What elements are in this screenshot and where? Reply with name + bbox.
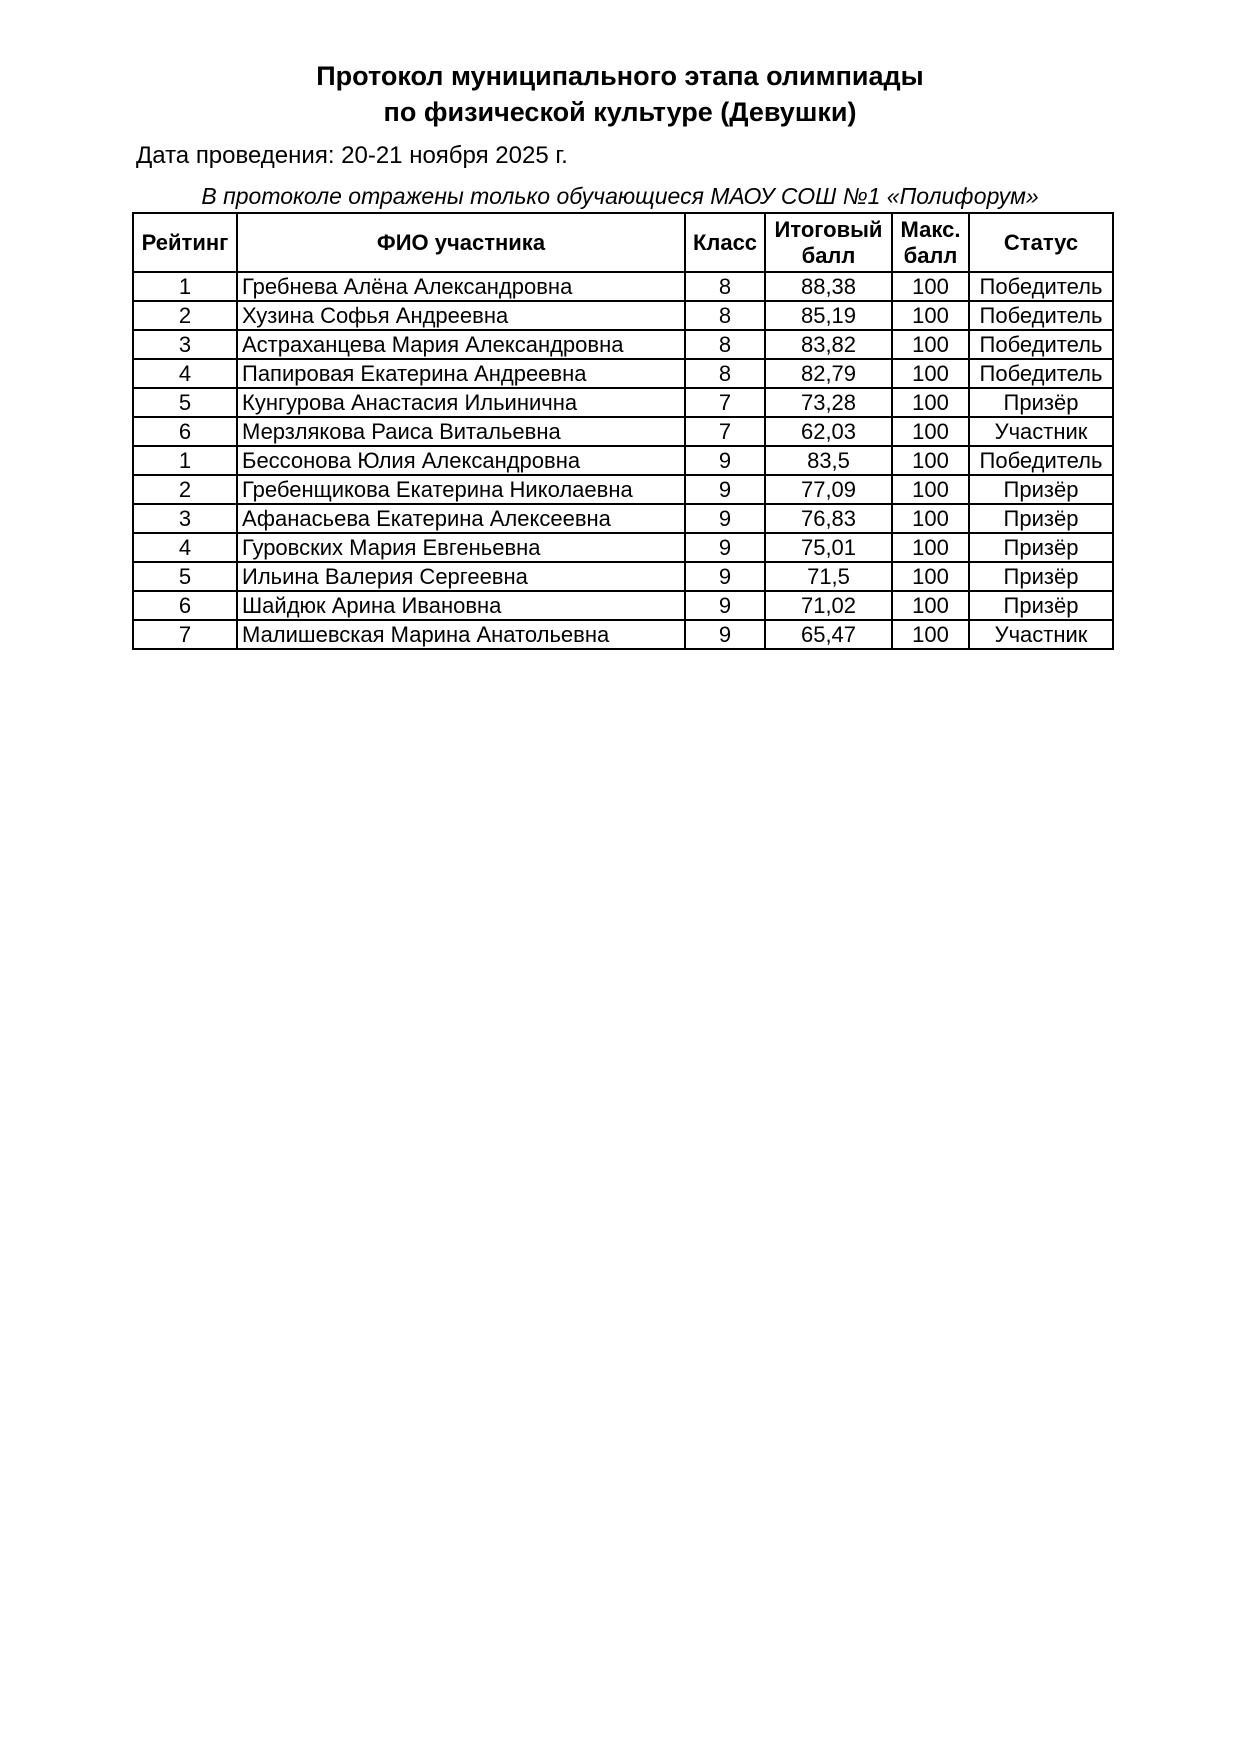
cell-score: 83,82 (765, 330, 892, 359)
cell-grade: 7 (685, 388, 765, 417)
cell-rank: 5 (133, 388, 237, 417)
document-title (0, 58, 1240, 130)
cell-score: 88,38 (765, 272, 892, 301)
header-status: Статус (969, 213, 1113, 272)
title-line-1: Протокол муниципального этапа олимпиады (316, 61, 924, 91)
cell-rank: 6 (133, 591, 237, 620)
cell-status: Победитель (969, 272, 1113, 301)
cell-score: 73,28 (765, 388, 892, 417)
cell-max: 100 (892, 620, 969, 649)
cell-rank: 2 (133, 475, 237, 504)
cell-rank: 3 (133, 504, 237, 533)
cell-status: Победитель (969, 446, 1113, 475)
cell-grade: 9 (685, 620, 765, 649)
cell-score: 76,83 (765, 504, 892, 533)
cell-score: 65,47 (765, 620, 892, 649)
cell-score: 85,19 (765, 301, 892, 330)
table-row (133, 475, 1113, 504)
table-row (133, 620, 1113, 649)
cell-rank: 4 (133, 359, 237, 388)
cell-max: 100 (892, 301, 969, 330)
cell-status: Призёр (969, 591, 1113, 620)
table-row (133, 446, 1113, 475)
cell-grade: 8 (685, 301, 765, 330)
table-header-row (133, 213, 1113, 272)
cell-name: Афанасьева Екатерина Алексеевна (237, 504, 685, 533)
table-row (133, 330, 1113, 359)
table-row (133, 417, 1113, 446)
header-max-line-1: Макс. (900, 216, 961, 242)
cell-status: Призёр (969, 504, 1113, 533)
header-max-line-2: балл (903, 242, 958, 268)
header-max (892, 213, 969, 272)
cell-rank: 1 (133, 272, 237, 301)
cell-name: Шайдюк Арина Ивановна (237, 591, 685, 620)
cell-grade: 8 (685, 272, 765, 301)
cell-score: 83,5 (765, 446, 892, 475)
cell-score: 71,5 (765, 562, 892, 591)
cell-score: 82,79 (765, 359, 892, 388)
cell-max: 100 (892, 359, 969, 388)
cell-grade: 9 (685, 446, 765, 475)
cell-score: 75,01 (765, 533, 892, 562)
table-row (133, 359, 1113, 388)
header-name: ФИО участника (237, 213, 685, 272)
cell-max: 100 (892, 504, 969, 533)
cell-name: Гребенщикова Екатерина Николаевна (237, 475, 685, 504)
cell-status: Призёр (969, 562, 1113, 591)
cell-name: Мерзлякова Раиса Витальевна (237, 417, 685, 446)
cell-grade: 9 (685, 475, 765, 504)
cell-name: Гребнева Алёна Александровна (237, 272, 685, 301)
cell-max: 100 (892, 562, 969, 591)
cell-grade: 9 (685, 533, 765, 562)
header-rank: Рейтинг (133, 213, 237, 272)
cell-name: Папировая Екатерина Андреевна (237, 359, 685, 388)
cell-score: 77,09 (765, 475, 892, 504)
header-score-line-1: Итоговый (774, 216, 883, 242)
cell-grade: 8 (685, 359, 765, 388)
cell-grade: 8 (685, 330, 765, 359)
cell-rank: 7 (133, 620, 237, 649)
table-row (133, 272, 1113, 301)
cell-rank: 6 (133, 417, 237, 446)
cell-name: Гуровских Мария Евгеньевна (237, 533, 685, 562)
cell-status: Призёр (969, 533, 1113, 562)
results-table (132, 212, 1114, 650)
table-row (133, 504, 1113, 533)
cell-max: 100 (892, 591, 969, 620)
cell-rank: 3 (133, 330, 237, 359)
cell-status: Призёр (969, 475, 1113, 504)
cell-grade: 9 (685, 562, 765, 591)
cell-rank: 5 (133, 562, 237, 591)
cell-score: 71,02 (765, 591, 892, 620)
title-line-2: по физической культуре (Девушки) (383, 97, 857, 127)
cell-max: 100 (892, 388, 969, 417)
cell-grade: 9 (685, 591, 765, 620)
table-row (133, 301, 1113, 330)
cell-status: Победитель (969, 330, 1113, 359)
cell-status: Победитель (969, 301, 1113, 330)
table-row (133, 591, 1113, 620)
cell-status: Призёр (969, 388, 1113, 417)
table-row (133, 388, 1113, 417)
cell-name: Малишевская Марина Анатольевна (237, 620, 685, 649)
cell-status: Победитель (969, 359, 1113, 388)
table-row (133, 562, 1113, 591)
cell-max: 100 (892, 475, 969, 504)
cell-grade: 9 (685, 504, 765, 533)
cell-rank: 1 (133, 446, 237, 475)
cell-name: Кунгурова Анастасия Ильинична (237, 388, 685, 417)
cell-status: Участник (969, 620, 1113, 649)
cell-name: Бессонова Юлия Александровна (237, 446, 685, 475)
event-date: Дата проведения: 20-21 ноября 2025 г. (136, 142, 568, 169)
header-score (765, 213, 892, 272)
cell-name: Ильина Валерия Сергеевна (237, 562, 685, 591)
cell-max: 100 (892, 272, 969, 301)
cell-score: 62,03 (765, 417, 892, 446)
cell-max: 100 (892, 330, 969, 359)
cell-rank: 4 (133, 533, 237, 562)
cell-rank: 2 (133, 301, 237, 330)
header-grade: Класс (685, 213, 765, 272)
cell-status: Участник (969, 417, 1113, 446)
table-row (133, 533, 1113, 562)
cell-grade: 7 (685, 417, 765, 446)
cell-max: 100 (892, 533, 969, 562)
cell-max: 100 (892, 446, 969, 475)
cell-name: Хузина Софья Андреевна (237, 301, 685, 330)
cell-name: Астраханцева Мария Александровна (237, 330, 685, 359)
header-score-line-2: балл (801, 242, 856, 268)
protocol-note: В протоколе отражены только обучающиеся МАОУ СОШ №1 «Полифорум» (201, 183, 1039, 209)
cell-max: 100 (892, 417, 969, 446)
